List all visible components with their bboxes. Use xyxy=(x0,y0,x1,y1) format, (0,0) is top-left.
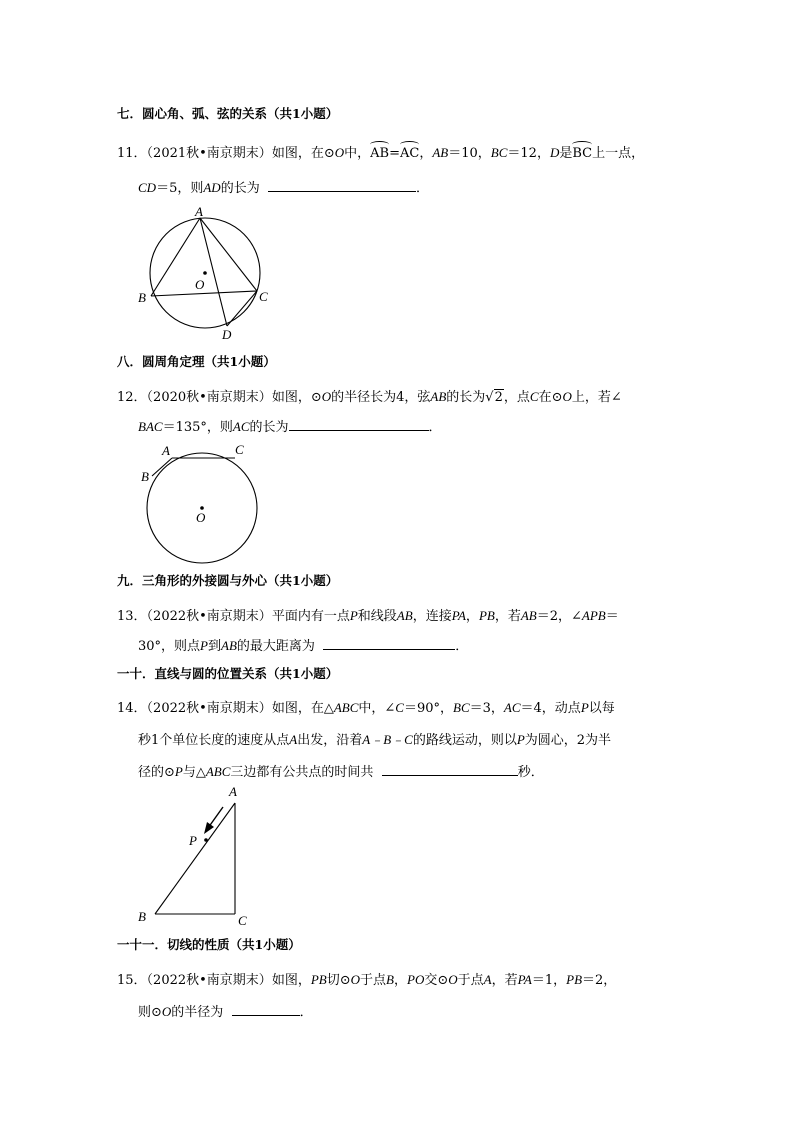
arc-ab: AB xyxy=(370,146,390,161)
q14-point-p xyxy=(204,838,208,842)
q14-line3: 径的⊙P与△ABC三边都有公共点的时间共 秒． xyxy=(138,764,544,780)
q11-source: （2021秋•南京期末） xyxy=(146,146,272,161)
q12-line2: BAC＝135°，则AC的长为 ． xyxy=(138,419,442,435)
q14-seg-ab xyxy=(155,803,235,914)
q11-label-d: D xyxy=(222,327,232,342)
q13-line2: 30°，则点P到AB的最大距离为 ． xyxy=(138,638,469,654)
q11-seg-ab xyxy=(151,218,200,296)
q12-label-b: B xyxy=(141,469,149,484)
q11-label-c: C xyxy=(259,289,268,304)
q14-answer-blank[interactable] xyxy=(382,763,518,776)
q14-line2: 秒1个单位长度的速度从点A出发，沿着A﹣B﹣C的路线运动，则以P为圆心，2为半 xyxy=(138,732,612,748)
q13-line1: 13．（2022秋•南京期末）平面内有一点P和线段AB，连接PA，PB，若AB＝2，∠APB＝ xyxy=(117,608,619,624)
section-title-7: 七．圆心角、弧、弦的关系（共1小题） xyxy=(117,106,339,121)
arrow-icon xyxy=(204,822,214,834)
q12-label-c: C xyxy=(235,442,244,457)
q11-number: 11． xyxy=(117,146,147,161)
q14-figure xyxy=(130,780,260,930)
q15-line2: 则⊙O的半径为 ． xyxy=(138,1004,313,1020)
q11-seg-ac xyxy=(200,218,257,291)
q14-label-c: C xyxy=(238,913,247,928)
section-title-9: 九．三角形的外接圆与外心（共1小题） xyxy=(117,573,339,588)
section-title-10: 一十．直线与圆的位置关系（共1小题） xyxy=(117,666,339,681)
q13-answer-blank[interactable] xyxy=(323,637,455,650)
q12-seg-ab xyxy=(152,458,172,476)
section-title-11: 一十一．切线的性质（共1小题） xyxy=(117,937,301,952)
q11-label-a: A xyxy=(195,204,203,219)
sqrt-symbol: √ xyxy=(485,390,494,405)
q11-seg-cd xyxy=(227,291,257,326)
q11-label-o: O xyxy=(195,277,205,292)
q11-line1: 11．（2021秋•南京期末）如图，在⊙O中，AB=AC，AB＝10，BC＝12，D是BC上一点， xyxy=(117,145,645,161)
q12-label-a: A xyxy=(162,443,170,458)
arc-bc: BC xyxy=(572,146,593,161)
q15-answer-blank[interactable] xyxy=(232,1003,300,1016)
q12-line1: 12．（2020秋•南京期末）如图，⊙O的半径长为4，弦AB的长为√2，点C在⊙O上，若∠ xyxy=(117,389,622,405)
q14-label-a: A xyxy=(229,784,237,799)
arc-ac: AC xyxy=(399,146,420,161)
q12-label-o: O xyxy=(196,510,206,525)
q14-label-b: B xyxy=(138,909,146,924)
q12-answer-blank[interactable] xyxy=(289,418,429,431)
q11-figure xyxy=(130,200,280,350)
q11-line2: CD＝5，则AD的长为 ． xyxy=(138,180,429,196)
q15-line1: 15．（2022秋•南京期末）如图，PB切⊙O于点B，PO交⊙O于点A，若PA＝1，PB＝2， xyxy=(117,972,617,988)
q11-label-b: B xyxy=(138,290,146,305)
q14-line1: 14．（2022秋•南京期末）如图，在△ABC中，∠C＝90°，BC＝3，AC＝4，动点P以每 xyxy=(117,700,615,716)
q11-center-dot xyxy=(203,271,207,275)
q12-figure xyxy=(135,438,265,568)
q14-label-p: P xyxy=(189,833,197,848)
q11-answer-blank[interactable] xyxy=(268,179,416,192)
section-title-8: 八．圆周角定理（共1小题） xyxy=(117,354,276,369)
